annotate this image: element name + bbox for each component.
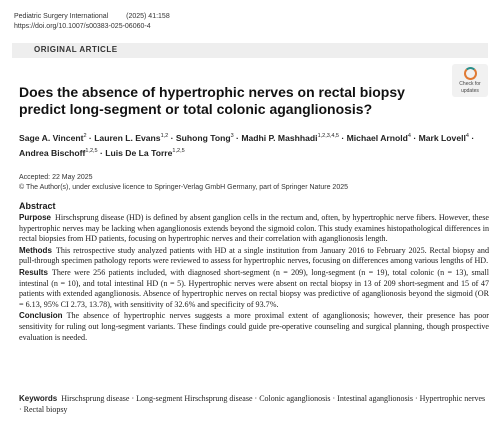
abstract-heading: Abstract xyxy=(19,201,56,211)
section-label: Results xyxy=(19,267,48,277)
author[interactable]: Madhi P. Mashhadi$^{1,2,3,4,5}$ xyxy=(241,132,339,143)
volume-info: (2025) 41:158 xyxy=(126,13,170,20)
badge-line2: updates xyxy=(461,88,479,94)
section-label: Purpose xyxy=(19,213,52,222)
abstract-conclusion: Conclusion The absence of hypertrophic nerves suggests a more proximal extent of aganglionosis; however, their presence has poor sensitivity for ruling out long-segment variants. These findings could guide pre-operative counseling and surgical planning, though prospective evaluation is needed. xyxy=(19,311,489,342)
keywords-text: Hirschsprung disease · Long-segment Hirschsprung disease · Colonic aganglionosis · Intestinal aganglionosis · Hypertrophic nerves · Rectal biopsy xyxy=(19,394,486,414)
author[interactable]: Luis De La Torre$^{1,2,5}$ xyxy=(105,147,185,158)
section-label: Methods xyxy=(19,245,52,255)
journal-name: Pediatric Surgery International xyxy=(14,13,109,20)
badge-line1: Check for xyxy=(459,81,481,87)
check-for-updates-badge[interactable] xyxy=(452,64,488,97)
article-type-label: ORIGINAL ARTICLE xyxy=(34,45,118,54)
abstract xyxy=(19,201,489,344)
abstract-results: Results There were 256 patients included, with diagnosed short-segment (n = 209), long-segment (n = 19), total colonic (n = 13), small intestinal (n = 10), and total intestinal HD (n = 5). Hypertrophic nerves were absent on rectal biopsy in 13 of 209 short-segment and 15 of 47 patients with extended aganglionosis. Absence of hypertrophic nerves on rectal biopsy was predictive of aganglionosis beyond the sigmoid (OR = 6.13, 95% CI 2.73, 13.78), with sensitivity of 32.6% and specificity of 93.7%. xyxy=(19,267,489,309)
publication-dates xyxy=(19,173,348,193)
check-updates-icon xyxy=(464,67,477,80)
author-list: Sage A. Vincent$^2$ · Lauren L. Evans$^{1,2}$ · Suhong Tong$^3$ · Madhi P. Mashhadi$^{1,2,3,4,5}$ · Michael Arnold$^4$ · Mark Lovell$^4$ · Andrea Bischoff$^{1,2,5}$ · Luis De La Torre$^{1,2,5}$ xyxy=(19,132,475,158)
accepted-date: Accepted: 22 May 2025 xyxy=(19,174,93,181)
doi-link[interactable]: https://doi.org/10.1007/s00383-025-06060-4 xyxy=(14,23,151,30)
author[interactable]: Lauren L. Evans$^{1,2}$ xyxy=(94,132,169,143)
section-label: Conclusion xyxy=(19,311,63,321)
keywords-label: Keywords xyxy=(19,394,58,403)
abstract-methods: Methods This retrospective study analyzed patients with HD at a single institution from January 2016 to February 2025. Rectal biopsy and pull-through specimen pathology reports were reviewed to assess for hypertrophic nerves, focusing on differences among various lengths of HD. xyxy=(19,245,489,266)
article-type-bar xyxy=(12,43,488,58)
abstract-purpose: Purpose Hirschsprung disease (HD) is defined by absent ganglion cells in the rectum and, often, by hypertrophic nerve fibers. However, these hypertrophic nerves may be lacking when aganglionosis extends beyond the sigmoid colon. This study examines histopathological differences in rectal biopsies from HD patients, focusing on hypertrophic nerves and their correlation with aganglionosis length. xyxy=(19,213,489,244)
author[interactable]: Michael Arnold$^4$ xyxy=(346,132,411,143)
author[interactable]: Andrea Bischoff$^{1,2,5}$ xyxy=(19,147,98,158)
article-title: Does the absence of hypertrophic nerves on rectal biopsy predict long-segment or total colonic aganglionosis? xyxy=(19,84,405,117)
author[interactable]: Suhong Tong$^3$ xyxy=(175,132,234,143)
journal-header xyxy=(14,12,186,32)
author[interactable]: Mark Lovell$^4$ xyxy=(418,132,469,143)
author[interactable]: Sage A. Vincent$^2$ xyxy=(19,132,87,143)
keywords xyxy=(19,393,489,415)
copyright-notice: © The Author(s), under exclusive licence to Springer-Verlag GmbH Germany, part of Springer Nature 2025 xyxy=(19,184,348,191)
